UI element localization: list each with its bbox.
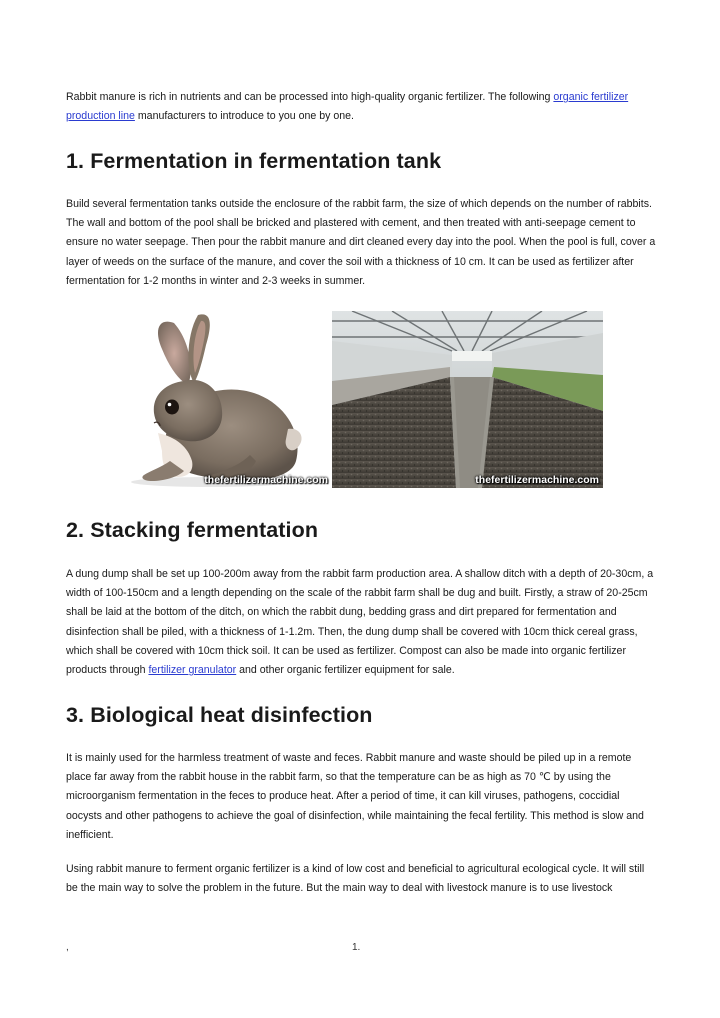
- intro-paragraph: [66, 88, 658, 126]
- fermentation-tank-image: [332, 311, 603, 488]
- section1-paragraph: Build several fermentation tanks outside the enclosure of the rabbit farm, the size of which depends on the number of rabbits. The wall and bottom of the pool shall be bricked and plastered with cement, and then treated with anti-seepage cement to ensure no water seepage. Then pour the rabbit manure and dirt cleaned every day into the pool. When the pool is full, cover a layer of weeds on the surface of the manure, and cover the soil with a thickness of 10 cm. It can be used as fertilizer after fermentation for 1-2 months in winter and 2-3 weeks in summer.: [66, 198, 656, 287]
- rabbit-illustration: [66, 311, 330, 488]
- section3-heading: 3. Biological heat disinfection: [66, 703, 373, 727]
- image-row: [66, 311, 603, 488]
- closing-paragraph: Using rabbit manure to ferment organic fertilizer is a kind of low cost and beneficial to agricultural ecological cycle. It will still be the main way to solve the problem in the future. But the main way to deal with livestock manure is to use livestock: [66, 863, 645, 895]
- tank-image-watermark: thefertilizermachine.com: [475, 474, 599, 486]
- footer-mark: ,: [66, 942, 69, 953]
- section2-paragraph: [66, 565, 658, 680]
- section3-paragraph: It is mainly used for the harmless treatment of waste and feces. Rabbit manure and waste should be piled up in a remote place far away from the rabbit house in the rabbit farm, so that the temperature can be as high as 70 ℃ by using the microorganism fermentation in the feces to produce heat. After a period of time, it can kill viruses, pathogens, coccidial oocysts and other pathogens to achieve the goal of disinfection, while maintaining the fecal fertility. This method is slow and inefficient.: [66, 752, 644, 841]
- section1-heading: 1. Fermentation in fermentation tank: [66, 149, 442, 173]
- section2-text-end: and other organic fertilizer equipment for sale.: [236, 664, 455, 677]
- intro-text: Rabbit manure is rich in nutrients and can be processed into high-quality organic fertilizer. The following: [66, 91, 554, 103]
- greenhouse-tank-illustration: [332, 311, 603, 488]
- section2-text: A dung dump shall be set up 100-200m away from the rabbit farm production area. A shallow ditch with a depth of 20-30cm, a width of 100-150cm and a length depending on the scale of the rabbit farm shall be dug and built. Firstly, a straw of 20-25cm shall be laid at the bottom of the ditch, on which the rabbit dung, bedding grass and dirt prepared for fermentation and disinfection shall be piled, with a thickness of 1-1.2m. Then, the dung dump shall be covered with 10cm thick cereal grass, which shall be covered with 10cm thick soil. It can be used as fertilizer. Compost can also be made into organic fertilizer products through: [66, 568, 654, 677]
- section2-heading: 2. Stacking fermentation: [66, 518, 319, 542]
- intro-text-end: manufacturers to introduce to you one by one.: [134, 110, 354, 123]
- rabbit-image-watermark: thefertilizermachine.com: [204, 474, 328, 486]
- rabbit-image: [66, 311, 330, 488]
- page-number: 1.: [352, 942, 361, 953]
- organic-fertilizer-production-line-link[interactable]: organic fertilizer production line: [66, 91, 629, 123]
- fertilizer-granulator-link[interactable]: fertilizer granulator: [148, 664, 237, 677]
